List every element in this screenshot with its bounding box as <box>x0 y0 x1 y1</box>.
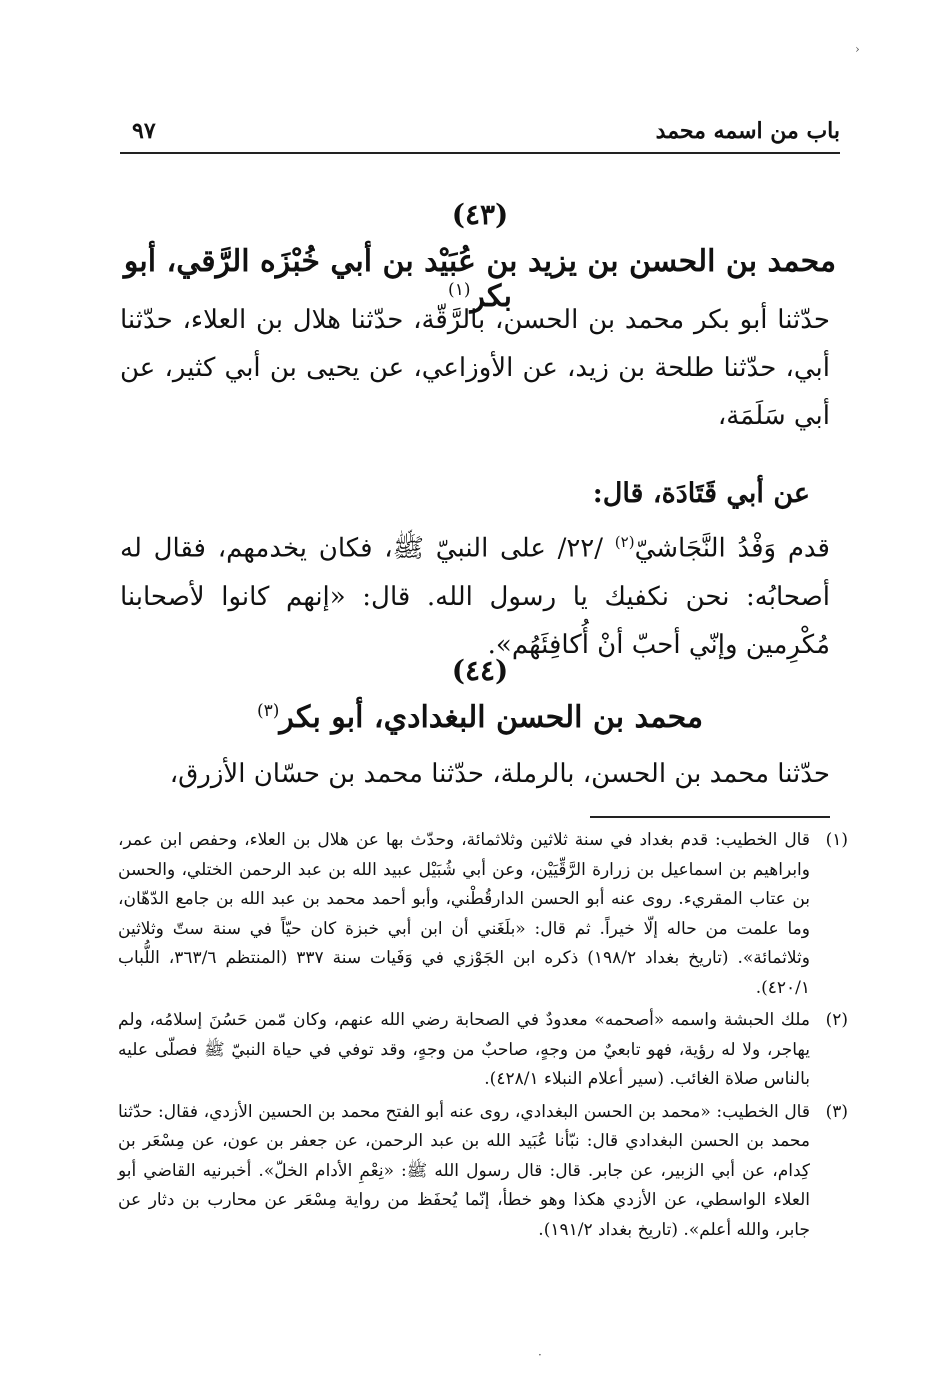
footnote <box>118 1006 848 1095</box>
entry-number: (٤٣) <box>451 198 509 231</box>
matn-text-part1: قدم وَفْدُ النَّجَاشيّ <box>634 533 830 564</box>
footnote-ref: (٣) <box>256 701 280 721</box>
scan-mark: · <box>538 1348 542 1362</box>
page-number: ٩٧ <box>132 118 156 144</box>
footnote-text: ملك الحبشة واسمه «أصحمه» معدودٌ في الصحابة رضي الله عنهم، وكان مّمن حَسُنَ إسلامُه، ولم يهاجر، ولا له رؤية، فهو تابعيٌ من وجهٍ، صاحبٌ من وجهٍ، وقد توفي في حياة النبيّ ﷺ فصلّى عليه بالناس صلاة الغائب. (سير أعلام النبلاء ٤٢٨/١). <box>118 1010 810 1089</box>
isnad-paragraph: حدّثنا محمد بن الحسن، بالرملة، حدّثنا محمد بن حسّان الأزرق، <box>169 759 830 789</box>
footnote-ref: (١) <box>448 280 471 300</box>
footnote-text: قال الخطيب: قدم بغداد في سنة ثلاثين وثلاثمائة، وحدّث بها عن هلال بن العلاء، وحفص ابن عمر، وابراهيم بن اسماعيل بن زرارة الرَّقِّيَيْن، وعن أبي شُبَيْل عبيد الله بن عبد الرحمن الختلي، والحسن بن عتاب المقريء. روى عنه أبو الحسن الدارقُطْني، وأبو أحمد محمد بن عبد الله بن جامع الدّهّان، وما علمت من حاله إلّا خيراً. ثم قال: «بلَغَني أن ابن أبي خبزة كان حيّاً في سنة ستّ وثلاثين وثلاثمائة». (تاريخ بغداد ١٩٨/٢) ذكره ابن الجَوْزي في وَفَيات سنة ٣٣٧ (المنتظم ٣٦٣/٦، اللُّباب ٤٢٠/١). <box>118 830 810 998</box>
entry-title-text: محمد بن الحسن بن يزيد بن عُبَيْد بن أبي خُبْزَه الرَّقي، أبو بكر <box>123 244 837 314</box>
matn-heading: عن أبي قَتَادَة، قال: <box>592 478 810 509</box>
footnote-number: (٣) <box>825 1101 848 1122</box>
footnotes <box>118 826 848 1245</box>
matn-paragraph <box>120 518 830 669</box>
footnote-text: قال الخطيب: «محمد بن الحسن البغدادي، روى عنه أبو الفتح محمد بن الحسين الأزدي، فقال: حدّثنا محمد بن الحسن البغدادي قال: نبّأنا عُبَيد الله بن عبد الرحمن، عن جعفر بن عون، عن مِسْعَر بن كِدام، عن أبي الزبير، عن جابر. قال: قال رسول الله ﷺ: «نِعْمِ الأدام الخلّ». أخبرنيه القاضي أبو العلاء الواسطي، عن الأزدي هكذا وهو خطأ، إنّما يُحفَظ من رواية مِسْعَر عن محارب بن دثار عن جابر، والله أعلم». (تاريخ بغداد ١٩١/٢). <box>118 1101 810 1240</box>
entry-number: (٤٤) <box>451 654 509 687</box>
footnote-number: (٢) <box>825 1010 848 1030</box>
entry-title <box>120 700 840 735</box>
matn-text-part2: /٢٢/ على النبيّ ﷺ، فكان يخدمهم، فقال له أصحابُه: نحن نكفيك يا رسول الله. قال: «إنهم كانوا لأصحابنا مُكْرِمين وإنّي أحبّ أنْ أُكافِئَهُم». <box>120 533 830 660</box>
scan-mark: › <box>855 42 860 56</box>
isnad-paragraph: حدّثنا أبو بكر محمد بن الحسن، بالرَّقّة، حدّثنا هلال بن العلاء، حدّثنا أبي، حدّثنا طلحة بن زيد، عن الأوزاعي، عن يحيى بن أبي كثير، عن أبي سَلَمَة، <box>120 305 830 431</box>
entry-title-text: محمد بن الحسن البغدادي، أبو بكر <box>279 700 704 735</box>
page-header <box>120 112 840 154</box>
footnote-divider <box>590 816 830 818</box>
running-title: باب من اسمه محمد <box>655 118 840 144</box>
footnote-ref: (٢) <box>614 533 635 551</box>
footnote <box>118 1098 848 1246</box>
footnote-number: (١) <box>825 830 848 850</box>
footnote <box>118 826 848 1003</box>
